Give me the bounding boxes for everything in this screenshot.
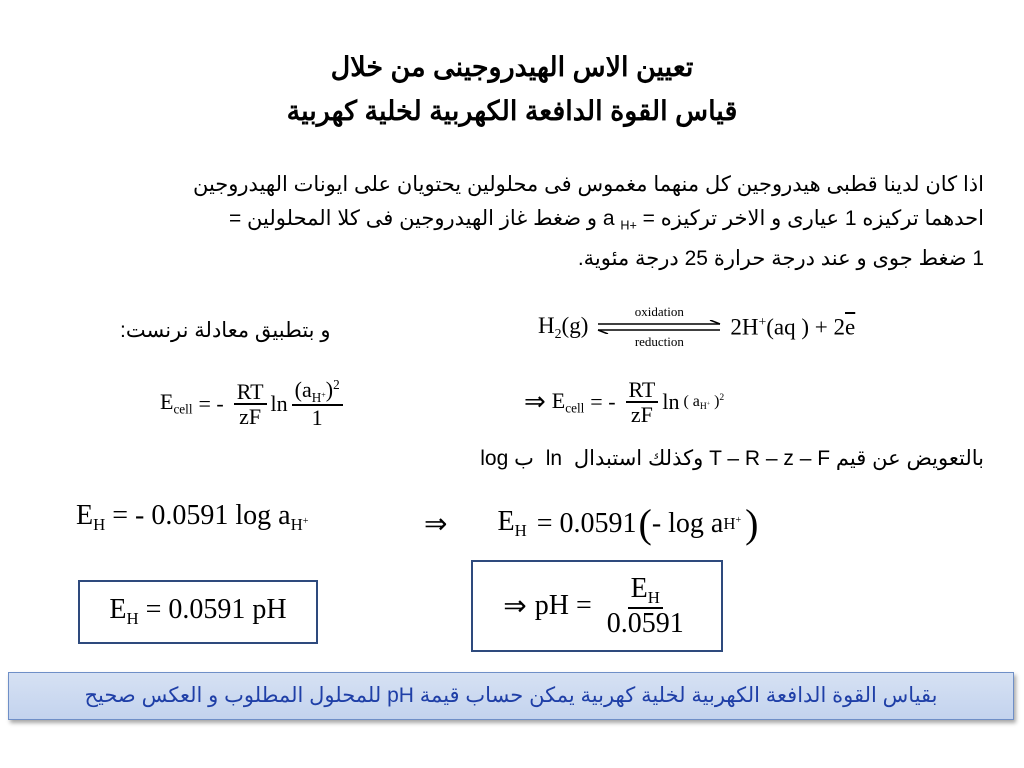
conclusion-banner: بقياس القوة الدافعة الكهربية لخلية كهربية يمكن حساب قيمة pH للمحلول المطلوب و العكس صحيح [8,672,1014,720]
activity-symbol: a $_{H+}$ [602,207,637,233]
intro-line-2-before: احدهما تركيزه 1 عيارى و الاخر تركيزه = [642,207,984,230]
ph-result-box: ⇒ pH = $\frac{E_H}{0.0591}$ [471,560,723,652]
eh-ph-box: $E_H = 0.0591$ pH [78,580,318,644]
ecell-symbol: $E_{cell}$ [160,389,193,418]
activity-fraction: $\frac{(a_{H^+})^2}{1}$ [292,378,343,430]
intro-line-1: اذا كان لدينا قطبى هيدروجين كل منهما مغموس فى محلولين يحتويان على ايونات الهيدروجين [192,173,984,196]
page-title-line-1: تعيين الاس الهيدروجينى من خلال [330,52,694,82]
double-arrow-icon [594,320,724,334]
nernst-equation-1: $E_{cell}$ = - $\frac{RT}{zF}$ ln $\frac{(a_{H^+})^2}{1}$ [160,378,347,430]
intro-line-3: 1 ضغط جوى و عند درجة حرارة 25 درجة مئوية. [577,247,984,271]
intro-line-2-after: و ضغط غاز الهيدروجين فى كلا المحلولين = [228,207,597,230]
implies-icon-3: ⇒ [503,591,527,622]
page-title-line-2: قياس القوة الدافعة الكهربية لخلية كهربية [286,96,738,126]
intro-paragraph [24,168,984,276]
eh-log-equation: $E_H$ = - 0.0591 $\log a_{H^+}$ [76,500,309,534]
reaction-equation [538,304,855,350]
reaction-right: 2H+(aq ) + $2\overline{e}$ [730,313,856,340]
rt-over-zf-fraction: $\frac{RT}{zF}$ [234,380,267,428]
nernst-equation-2: ⇒ $E_{cell}$ = - $\frac{RT}{zF}$ ln ( $a_{H^+}$ )$^2$ [524,377,725,428]
variables-list: T – R – z – F [709,447,831,470]
substitution-line: بالتعويض عن قيم T – R – z – F وكذلك استبدال ln ب log [480,447,984,470]
reaction-left: $H_2(g)$ [538,312,589,341]
rt-over-zf-fraction-2: $\frac{RT}{zF}$ [626,378,659,426]
eh-over-constant-fraction: $\frac{E_H}{0.0591}$ [606,573,684,639]
arrow-label-oxidation: oxidation [634,304,684,319]
implies-icon-2: ⇒ [424,508,448,540]
equilibrium-arrow [594,304,724,350]
intro-line-2 [24,202,984,242]
electron-symbol: $\overline{e}$ [845,314,856,340]
arrow-label-reduction: reduction [634,334,684,349]
nernst-label: و بتطبيق معادلة نرنست: [120,319,331,342]
implies-icon: ⇒ [524,387,546,417]
eh-equation-rewritten: ⇒ $E_H$ = 0.0591 ( - log a H+ ) [424,501,759,546]
